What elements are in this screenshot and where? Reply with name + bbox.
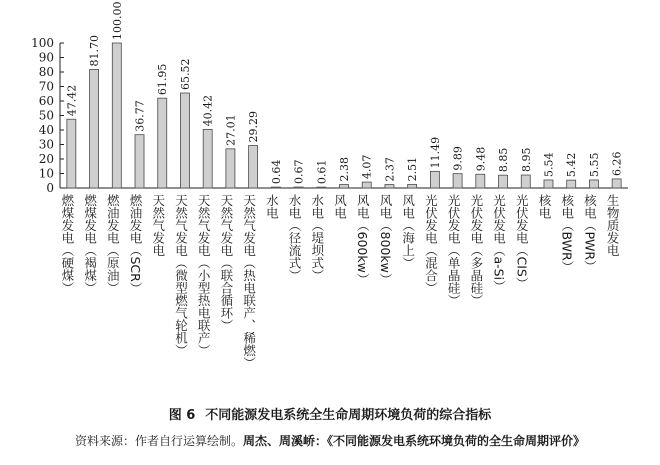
bar-value-label: 27.01	[224, 114, 238, 146]
figure-title: 不同能源发电系统全生命周期环境负荷的综合指标	[205, 408, 492, 423]
y-tick-label: 100	[31, 36, 54, 50]
bar-value-label: 0.67	[292, 159, 306, 185]
category-label: 燃油发电（SCR）	[128, 194, 144, 295]
figure-label: 图 6	[168, 408, 196, 423]
category-label: 水电（径流式）	[287, 194, 303, 282]
y-tick-label: 90	[38, 50, 54, 65]
category-label: 天然气发电	[150, 194, 166, 257]
bar-value-label: 29.29	[247, 111, 261, 143]
bar-value-label: 81.70	[88, 35, 102, 67]
category-label: 风电（600kw）	[355, 194, 371, 286]
category-label: 燃煤发电（硬煤）	[59, 194, 75, 294]
category-label: 风电（海上）	[400, 194, 416, 269]
bar	[340, 185, 349, 188]
y-tick-label: 40	[38, 123, 54, 137]
bar-value-label: 61.95	[156, 63, 170, 96]
source-authors: 周杰、周溪峤：	[242, 434, 327, 448]
bar	[499, 175, 508, 188]
category-label: 水电	[264, 194, 280, 219]
bar-value-label: 0.61	[315, 159, 329, 185]
bar-value-label: 36.77	[133, 100, 147, 132]
bar	[408, 184, 417, 188]
bar-value-label: 0.64	[269, 159, 283, 185]
category-label: 核电（PWR）	[582, 194, 598, 273]
bar	[385, 185, 394, 188]
bar	[589, 180, 598, 188]
bar-value-label: 65.52	[178, 58, 192, 90]
category-label: 光伏发电（混合）	[423, 194, 439, 294]
bar-value-label: 2.37	[383, 157, 397, 182]
bar	[476, 174, 485, 188]
bar	[67, 119, 76, 188]
category-label: 水电（堤坝式）	[309, 194, 325, 282]
bar-value-label: 8.95	[519, 147, 533, 173]
bar-value-label: 5.42	[565, 152, 579, 178]
bar	[135, 135, 144, 188]
bar-value-label: 9.48	[474, 146, 488, 172]
category-label: 光伏发电（CIS）	[514, 194, 530, 290]
bar-value-label: 2.38	[338, 157, 351, 182]
y-tick-label: 10	[38, 166, 54, 181]
figure-caption	[0, 404, 660, 423]
y-tick-label: 0	[46, 181, 54, 195]
category-label: 光伏发电（单晶硅）	[446, 194, 462, 307]
bar-value-label: 6.26	[610, 151, 624, 176]
y-tick-label: 30	[38, 137, 54, 152]
category-label: 燃煤发电（褐煤）	[82, 194, 98, 294]
bar	[112, 43, 121, 188]
bar-value-label: 2.51	[406, 156, 420, 182]
y-tick-label: 50	[38, 108, 54, 123]
y-tick-label: 70	[38, 79, 54, 94]
y-tick-label: 20	[38, 152, 54, 166]
category-label: 生物质发电	[605, 194, 621, 257]
bar	[430, 171, 439, 188]
category-label: 风电（800kw）	[377, 194, 393, 286]
bar-value-label: 100.00	[110, 1, 124, 40]
bar	[362, 182, 371, 188]
y-tick-label: 80	[38, 65, 54, 79]
bar	[294, 187, 303, 188]
source-prefix: 资料来源：作者自行运算绘制。	[74, 434, 243, 448]
bar-value-label: 9.89	[451, 146, 465, 171]
bar-value-label: 8.85	[497, 147, 511, 173]
bar	[90, 70, 99, 188]
bar	[226, 149, 235, 188]
source-note	[0, 432, 660, 449]
bar-value-label: 4.07	[360, 154, 374, 180]
category-label: 燃油发电（原油）	[105, 194, 121, 294]
category-label: 核电（BWR）	[559, 194, 575, 274]
bar	[249, 146, 258, 188]
bar	[567, 180, 576, 188]
bar	[453, 174, 462, 188]
bar	[180, 93, 189, 188]
category-label: 风电	[332, 194, 348, 219]
bar-value-label: 11.49	[428, 136, 442, 169]
bar-value-label: 47.42	[65, 84, 79, 117]
bar	[612, 179, 621, 188]
category-label: 天然气发电（小型热电联产）	[196, 194, 212, 357]
bar	[271, 187, 280, 188]
category-label: 天然气发电（联合循环）	[218, 194, 234, 332]
bar-value-label: 5.55	[587, 152, 601, 177]
category-label: 光伏发电（多晶硅）	[468, 194, 484, 307]
category-label: 核电	[536, 194, 552, 219]
bar-value-label: 40.42	[201, 94, 215, 127]
category-label: 天然气发电（微型燃气轮机）	[173, 194, 189, 357]
source-title: 《不同能源发电系统环境负荷的全生命周期评价》	[327, 434, 586, 448]
bar	[203, 129, 212, 188]
category-label: 天然气发电（热电联产、稀燃）	[241, 194, 257, 369]
bar	[521, 175, 530, 188]
bar	[158, 98, 167, 188]
bar	[317, 187, 326, 188]
category-label: 光伏发电（a-Si）	[491, 194, 507, 293]
bar-value-label: 5.54	[542, 152, 556, 177]
bar	[544, 180, 553, 188]
y-tick-label: 60	[38, 94, 54, 108]
